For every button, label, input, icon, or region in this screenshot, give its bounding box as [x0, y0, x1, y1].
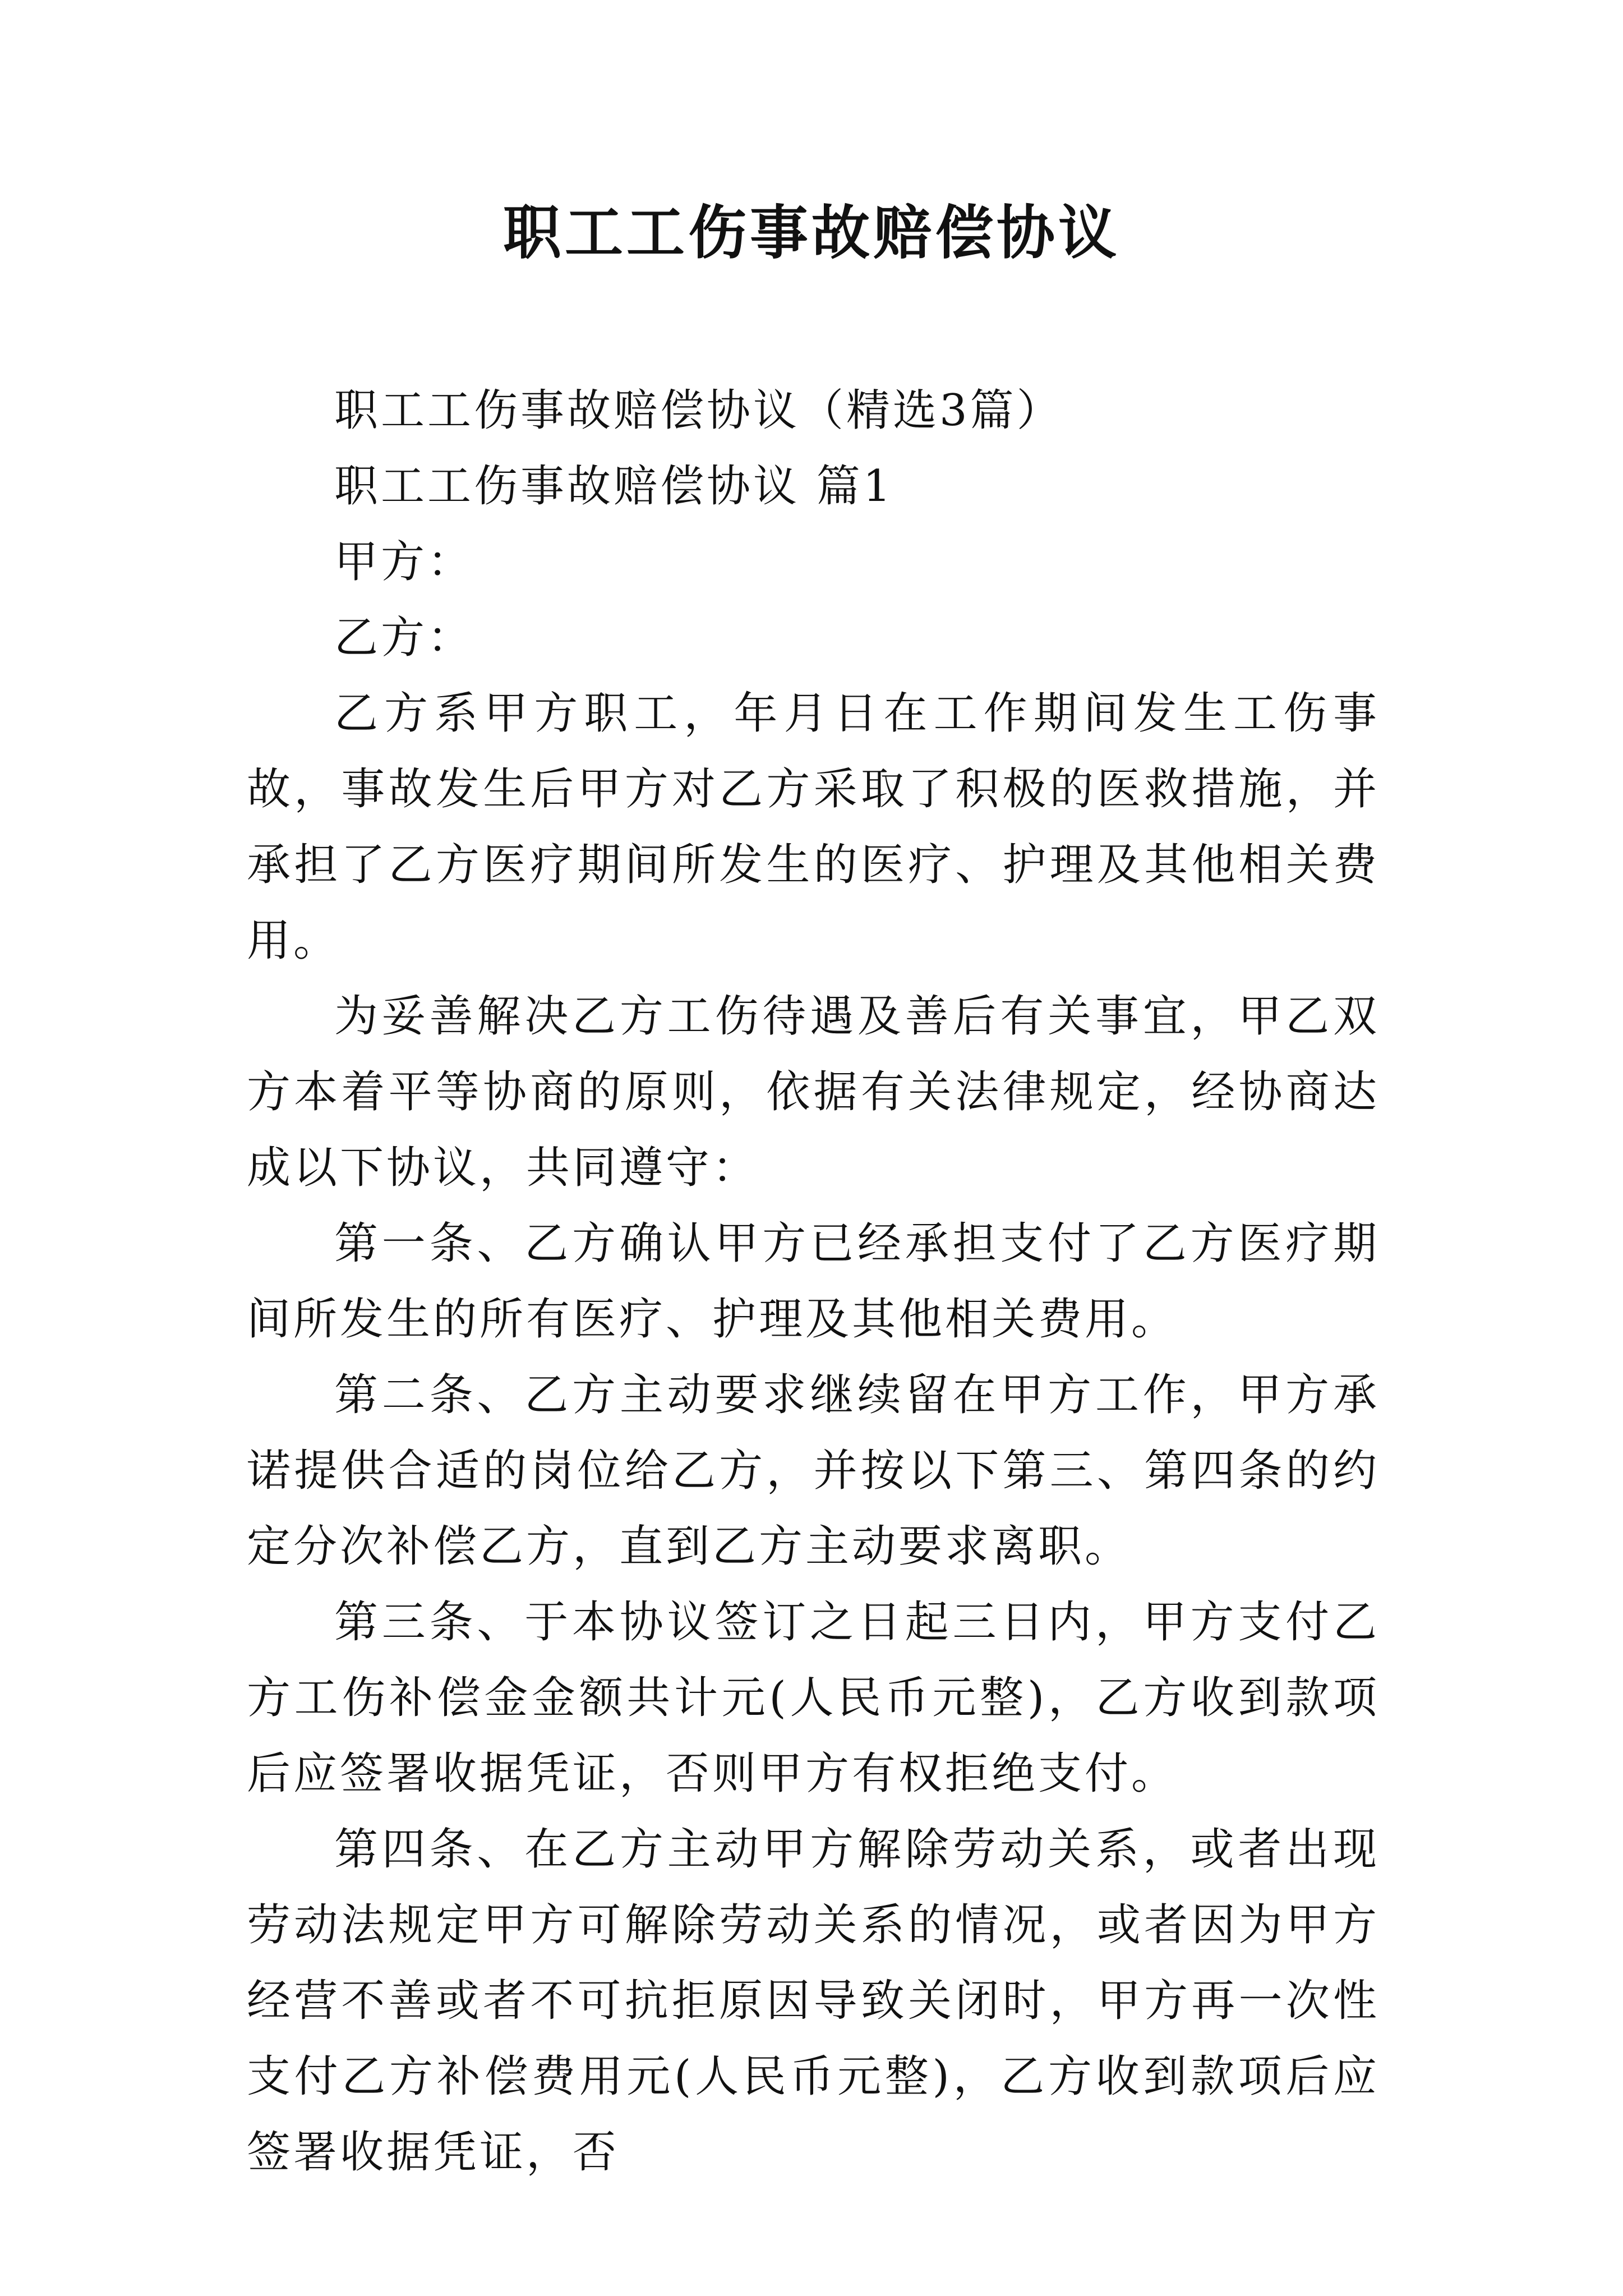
- paragraph-section-heading: 职工工伤事故赔偿协议 篇1: [334, 461, 894, 512]
- paragraph-subtitle: 职工工伤事故赔偿协议（精选3篇）: [334, 385, 1063, 436]
- document-body: [247, 373, 1380, 2191]
- paragraph-party-b: 乙方：: [334, 613, 474, 663]
- paragraph-article-3: 第三条、于本协议签订之日起三日内，甲方支付乙方工伤补偿金金额共计元(人民币元整)，乙方收到款项后应签署收据凭证，否则甲方有权拒绝支付。: [247, 1597, 1380, 1799]
- document-title: 职工工伤事故赔偿协议: [502, 198, 1120, 267]
- paragraph-article-1: 第一条、乙方确认甲方已经承担支付了乙方医疗期间所发生的所有医疗、护理及其他相关费用。: [247, 1218, 1380, 1345]
- paragraph-background: 乙方系甲方职工，年月日在工作期间发生工伤事故，事故发生后甲方对乙方采取了积极的医救措施，并承担了乙方医疗期间所发生的医疗、护理及其他相关费用。: [247, 688, 1380, 966]
- paragraph-article-4: 第四条、在乙方主动甲方解除劳动关系，或者出现劳动法规定甲方可解除劳动关系的情况，或者因为甲方经营不善或者不可抗拒原因导致关闭时，甲方再一次性支付乙方补偿费用元(人民币元整)，乙方收到款项后应签署收据凭证，否: [247, 1824, 1380, 2178]
- paragraph-purpose: 为妥善解决乙方工伤待遇及善后有关事宜，甲乙双方本着平等协商的原则，依据有关法律规定，经协商达成以下协议，共同遵守：: [247, 991, 1380, 1193]
- paragraph-party-a: 甲方：: [334, 537, 474, 587]
- paragraph-article-2: 第二条、乙方主动要求继续留在甲方工作，甲方承诺提供合适的岗位给乙方，并按以下第三、第四条的约定分次补偿乙方，直到乙方主动要求离职。: [247, 1370, 1380, 1572]
